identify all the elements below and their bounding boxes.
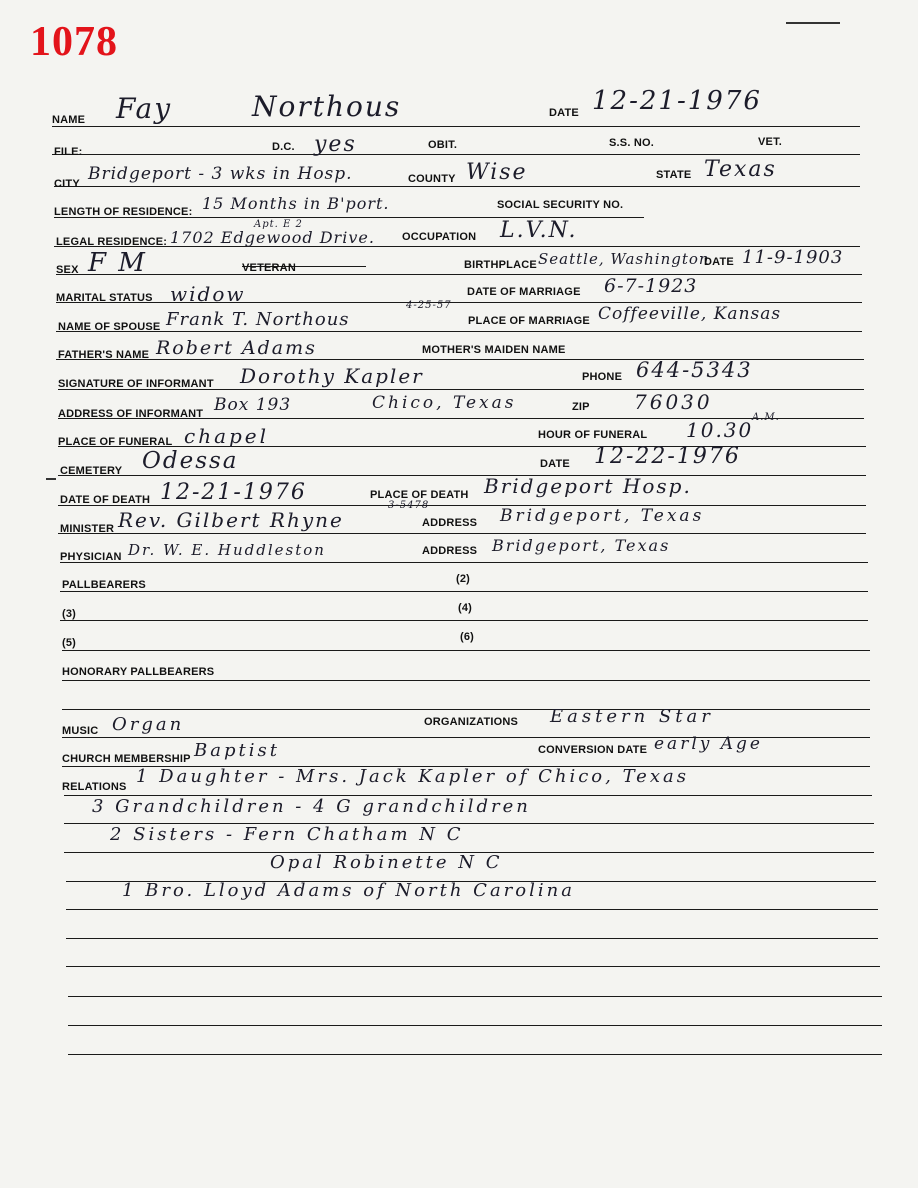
vet-label: VET. bbox=[758, 136, 783, 148]
state-value: Texas bbox=[704, 157, 777, 182]
birthplace-value: Seattle, Washington bbox=[538, 250, 710, 268]
relations-line: 2 Sisters - Fern Chatham N C bbox=[110, 824, 464, 845]
cemetery-value: Odessa bbox=[142, 448, 239, 474]
cemetery-date-label: DATE bbox=[540, 458, 570, 470]
minister-label: MINISTER bbox=[60, 523, 115, 535]
physician-address-value: Bridgeport, Texas bbox=[492, 536, 671, 555]
honorary-pallbearers-label: HONORARY PALLBEARERS bbox=[62, 666, 215, 678]
music-value: Organ bbox=[112, 714, 185, 735]
dc-value: yes bbox=[314, 132, 357, 157]
place-of-funeral-label: PLACE OF FUNERAL bbox=[58, 436, 173, 448]
legal-residence-label: LEGAL RESIDENCE: bbox=[56, 236, 168, 248]
obit-label: OBIT. bbox=[428, 139, 458, 151]
file-label: FILE: bbox=[54, 146, 83, 158]
hour-of-funeral-value: 10.30 bbox=[686, 418, 754, 442]
relations-line: 1 Bro. Lloyd Adams of North Carolina bbox=[122, 880, 575, 901]
place-of-funeral-value: chapel bbox=[184, 424, 270, 448]
music-label: MUSIC bbox=[62, 725, 99, 737]
pallbearer-4-label: (4) bbox=[458, 602, 473, 614]
signature-of-informant-value: Dorothy Kapler bbox=[240, 364, 424, 388]
address-of-informant-label: ADDRESS OF INFORMANT bbox=[58, 408, 204, 420]
signature-of-informant-label: SIGNATURE OF INFORMANT bbox=[58, 378, 214, 390]
organizations-label: ORGANIZATIONS bbox=[424, 716, 519, 728]
county-label: COUNTY bbox=[408, 173, 456, 185]
marital-status-label: MARITAL STATUS bbox=[56, 292, 153, 304]
conversion-date-label: CONVERSION DATE bbox=[538, 744, 648, 756]
church-membership-value: Baptist bbox=[194, 740, 280, 761]
birth-date-label: DATE bbox=[704, 256, 734, 268]
dc-label: D.C. bbox=[272, 141, 295, 153]
name-of-spouse-label: NAME OF SPOUSE bbox=[58, 321, 161, 333]
date-value: 12-21-1976 bbox=[592, 86, 762, 116]
date-of-death-label: DATE OF DEATH bbox=[60, 494, 151, 506]
minister-phone: 3-5478 bbox=[388, 500, 430, 511]
city-label: CITY bbox=[54, 178, 80, 190]
hour-suffix: A.M. bbox=[752, 412, 780, 423]
state-label: STATE bbox=[656, 169, 692, 181]
phone-value: 644-5343 bbox=[636, 358, 753, 382]
spouse-death-date: 4-25-57 bbox=[406, 300, 452, 311]
social-security-no-label: SOCIAL SECURITY NO. bbox=[497, 199, 624, 211]
relations-label: RELATIONS bbox=[62, 781, 127, 793]
occupation-value: L.V.N. bbox=[500, 218, 578, 243]
city-value: Bridgeport - 3 wks in Hosp. bbox=[88, 164, 353, 184]
relations-line: Opal Robinette N C bbox=[270, 852, 503, 873]
pallbearer-5-label: (5) bbox=[62, 637, 77, 649]
ss-no-label: S.S. NO. bbox=[609, 137, 654, 149]
phone-label: PHONE bbox=[582, 371, 623, 383]
veteran-label: VETERAN bbox=[242, 262, 296, 274]
corner-mark bbox=[786, 22, 840, 24]
record-number: 1078 bbox=[30, 19, 118, 65]
church-membership-label: CHURCH MEMBERSHIP bbox=[62, 753, 191, 765]
fathers-name-label: FATHER'S NAME bbox=[58, 349, 150, 361]
sex-value: F M bbox=[88, 248, 147, 278]
pallbearer-6-label: (6) bbox=[460, 631, 475, 643]
relations-line: 1 Daughter - Mrs. Jack Kapler of Chico, Texas bbox=[136, 766, 689, 787]
sex-label: SEX bbox=[56, 264, 79, 276]
hour-of-funeral-label: HOUR OF FUNERAL bbox=[538, 429, 648, 441]
minister-value: Rev. Gilbert Rhyne bbox=[118, 508, 344, 532]
place-of-death-label: PLACE OF DEATH bbox=[370, 489, 469, 501]
margin-mark bbox=[46, 478, 56, 480]
zip-value: 76030 bbox=[634, 390, 713, 414]
zip-label: ZIP bbox=[572, 401, 590, 413]
minister-address-label: ADDRESS bbox=[422, 517, 478, 529]
pallbearers-label: PALLBEARERS bbox=[62, 579, 146, 591]
birth-date-value: 11-9-1903 bbox=[742, 247, 844, 268]
cemetery-label: CEMETERY bbox=[60, 465, 123, 477]
conversion-date-value: early Age bbox=[654, 734, 763, 754]
name-of-spouse-value: Frank T. Northous bbox=[166, 309, 350, 330]
minister-address-value: Bridgeport, Texas bbox=[500, 506, 705, 526]
cemetery-date-value: 12-22-1976 bbox=[594, 444, 741, 469]
apartment-note: Apt. E 2 bbox=[254, 219, 303, 230]
informant-city-value: Chico, Texas bbox=[372, 393, 517, 413]
fathers-name-value: Robert Adams bbox=[156, 337, 317, 359]
marital-status-value: widow bbox=[170, 282, 246, 306]
mothers-maiden-name-label: MOTHER'S MAIDEN NAME bbox=[422, 344, 566, 356]
date-of-marriage-value: 6-7-1923 bbox=[604, 275, 698, 297]
address-of-informant-value: Box 193 bbox=[214, 395, 292, 415]
organizations-value: Eastern Star bbox=[550, 706, 714, 727]
birthplace-label: BIRTHPLACE bbox=[464, 259, 537, 271]
place-of-marriage-label: PLACE OF MARRIAGE bbox=[468, 315, 590, 327]
date-label: DATE bbox=[549, 107, 579, 119]
length-of-residence-label: LENGTH OF RESIDENCE: bbox=[54, 206, 193, 218]
occupation-label: OCCUPATION bbox=[402, 231, 477, 243]
county-value: Wise bbox=[466, 160, 528, 185]
date-of-death-value: 12-21-1976 bbox=[160, 480, 307, 505]
date-of-marriage-label: DATE OF MARRIAGE bbox=[467, 286, 581, 298]
last-name-value: Northous bbox=[252, 90, 402, 123]
relations-line: 3 Grandchildren - 4 G grandchildren bbox=[92, 796, 531, 817]
place-of-marriage-value: Coffeeville, Kansas bbox=[598, 304, 782, 324]
first-name-value: Fay bbox=[116, 92, 173, 125]
physician-value: Dr. W. E. Huddleston bbox=[128, 541, 326, 559]
pallbearer-3-label: (3) bbox=[62, 608, 77, 620]
physician-label: PHYSICIAN bbox=[60, 551, 122, 563]
legal-residence-value: 1702 Edgewood Drive. bbox=[170, 228, 375, 247]
name-label: NAME bbox=[52, 114, 86, 126]
length-of-residence-value: 15 Months in B'port. bbox=[202, 194, 390, 213]
physician-address-label: ADDRESS bbox=[422, 545, 478, 557]
place-of-death-value: Bridgeport Hosp. bbox=[484, 474, 692, 498]
pallbearer-2-label: (2) bbox=[456, 573, 471, 585]
